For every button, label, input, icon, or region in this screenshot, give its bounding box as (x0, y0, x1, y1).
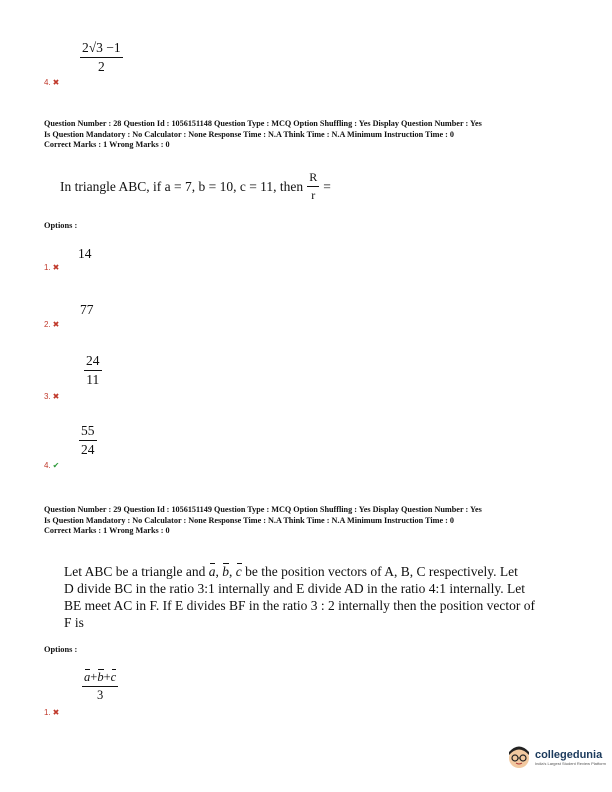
wrong-mark-icon: ✖ (52, 78, 60, 87)
q29-option-1-number[interactable]: 1. ✖ (44, 708, 60, 717)
q28-option-1-value: 14 (78, 246, 92, 261)
mascot-icon (506, 744, 532, 770)
q28-option-3-value (84, 353, 102, 388)
q28-option-4-den: 24 (81, 442, 95, 457)
prev-option-4-denominator: 2 (97, 59, 105, 74)
prev-option-4-expression (80, 40, 123, 75)
q28-option-3-number[interactable]: 3. ✖ (44, 392, 60, 401)
vector-a: a (208, 564, 216, 579)
prev-option-4-numerator: 2√3 −1 (80, 40, 123, 58)
vector-b: b (222, 564, 229, 579)
collegedunia-logo (506, 744, 606, 770)
q28-question-prefix: In triangle ABC, if a = 7, b = 10, c = 11, then (60, 178, 304, 194)
prev-option-4-number: 4. ✖ (44, 78, 60, 87)
q28-option-3-num: 24 (84, 353, 102, 371)
q28-fraction-den: r (311, 188, 316, 202)
q29-line2: D divide BC in the ratio 3:1 internally and E divide AD in the ratio 4:1 internally. Let (64, 581, 526, 596)
vector-c: c (235, 564, 242, 579)
q29-line1: Let ABC be a triangle and a, b, c be the position vectors of A, B, C respectively. Let (64, 564, 518, 579)
q29-meta (44, 505, 574, 537)
q28-option-4-value (79, 423, 97, 458)
q29-question-text (64, 563, 564, 631)
q28-option-1-number[interactable]: 1. ✖ (44, 263, 60, 272)
wrong-mark-icon: ✖ (52, 392, 60, 401)
wrong-mark-icon: ✖ (52, 320, 60, 329)
q29-option-1-num: a+b+c (82, 670, 118, 687)
q28-meta-line3: Correct Marks : 1 Wrong Marks : 0 (44, 140, 170, 149)
q29-options-label: Options : (44, 645, 78, 654)
q28-option-3-den: 11 (86, 372, 100, 387)
q28-question-text (60, 170, 331, 203)
q28-meta-line1: Question Number : 28 Question Id : 1056151148 Question Type : MCQ Option Shuffling : Yes Display Question Number : Yes (44, 119, 482, 128)
q28-meta (44, 119, 574, 151)
q28-option-4-number[interactable]: 4. ✔ (44, 461, 60, 470)
correct-check-icon: ✔ (52, 461, 60, 470)
q28-option-2-value: 77 (80, 302, 94, 317)
q29-option-1-value (82, 670, 118, 703)
q29-meta-line3: Correct Marks : 1 Wrong Marks : 0 (44, 526, 170, 535)
q29-meta-line2: Is Question Mandatory : No Calculator : None Response Time : N.A Think Time : N.A Minimum Instruction Time : 0 (44, 515, 455, 525)
q28-option-2-number[interactable]: 2. ✖ (44, 320, 60, 329)
q28-meta-line2: Is Question Mandatory : No Calculator : None Response Time : N.A Think Time : N.A Minimum Instruction Time : 0 (44, 129, 455, 139)
q29-option-1-den: 3 (96, 688, 104, 702)
q28-options-label: Options : (44, 221, 78, 230)
q29-meta-line1: Question Number : 29 Question Id : 1056151149 Question Type : MCQ Option Shuffling : Yes Display Question Number : Yes (44, 505, 482, 514)
wrong-mark-icon: ✖ (52, 708, 60, 717)
logo-tagline: India's Largest Student Review Platform (534, 760, 606, 766)
q29-line4: F is (64, 615, 84, 630)
wrong-mark-icon: ✖ (52, 263, 60, 272)
q28-question-suffix: = (323, 178, 331, 194)
logo-name: collegedunia (534, 748, 603, 761)
q28-fraction-num: R (307, 170, 319, 187)
q28-option-4-num: 55 (79, 423, 97, 441)
q29-line3: BE meet AC in F. If E divides BF in the ratio 3 : 2 internally then the position vector of (64, 598, 535, 613)
